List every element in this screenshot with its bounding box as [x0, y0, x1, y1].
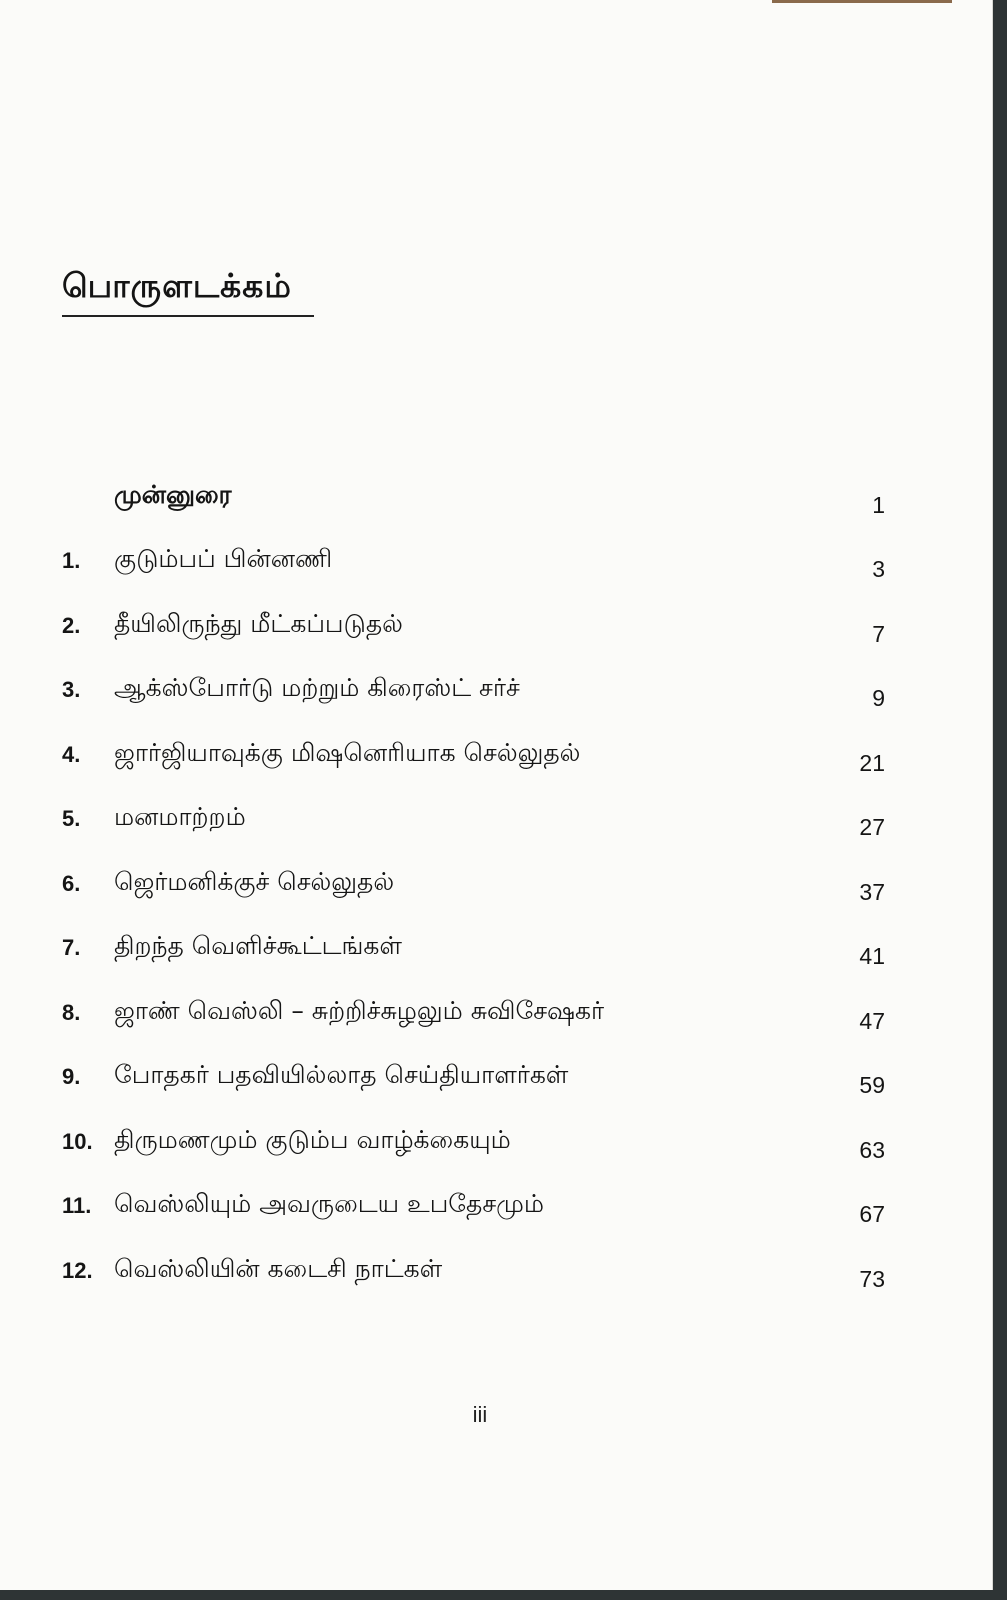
heading-underline: [62, 315, 314, 317]
toc-entry-5: [0, 800, 992, 840]
entry-number: 7.: [62, 935, 81, 960]
toc-entry-3: [0, 671, 992, 711]
entry-title: வெஸ்லியின் கடைசி நாட்கள்: [114, 1254, 443, 1283]
entry-title: தீயிலிருந்து மீட்கப்படுதல்: [114, 609, 403, 638]
entry-number: 6.: [62, 871, 81, 896]
entry-title: வெஸ்லியும் அவருடைய உபதேசமும்: [114, 1189, 545, 1218]
entry-title: குடும்பப் பின்னணி: [114, 544, 333, 573]
entry-number: 2.: [62, 613, 81, 638]
entry-number: 1.: [62, 548, 81, 573]
entry-title: ஜெர்மனிக்குச் செல்லுதல்: [114, 867, 395, 896]
entry-number: 11.: [62, 1193, 92, 1218]
entry-number: 4.: [62, 742, 81, 767]
toc-entry-2: [0, 607, 992, 647]
entry-title: ஜார்ஜியாவுக்கு மிஷனெரியாக செல்லுதல்: [114, 738, 581, 767]
entry-page-number: 27: [859, 814, 885, 840]
entry-page-number: 9: [872, 685, 885, 711]
entry-number: 8.: [62, 1000, 81, 1025]
page-folio: iii: [472, 1402, 488, 1427]
entry-page-number: 37: [859, 879, 885, 905]
toc-entry-9: [0, 1058, 992, 1098]
toc-entry-11: [0, 1187, 992, 1227]
entry-title: முன்னுரை: [114, 480, 232, 509]
toc-entry-8: [0, 994, 992, 1034]
entry-page-number: 41: [859, 943, 885, 969]
entry-page-number: 21: [859, 750, 885, 776]
entry-page-number: 63: [859, 1137, 885, 1163]
entry-title: ஆக்ஸ்போர்டு மற்றும் கிரைஸ்ட் சர்ச்: [114, 673, 520, 702]
entry-page-number: 3: [872, 556, 885, 582]
entry-title: திருமணமும் குடும்ப வாழ்க்கையும்: [114, 1125, 511, 1154]
entry-page-number: 73: [859, 1266, 885, 1292]
toc-entry-12: [0, 1252, 992, 1292]
toc-entry-preface: [0, 478, 992, 518]
entry-title: ஜாண் வெஸ்லி – சுற்றிச்சுழலும் சுவிசேஷகர்: [114, 996, 605, 1025]
entry-title: போதகர் பதவியில்லாத செய்தியாளர்கள்: [114, 1060, 569, 1089]
entry-number: 3.: [62, 677, 81, 702]
entry-page-number: 7: [872, 621, 885, 647]
entry-page-number: 47: [859, 1008, 885, 1034]
toc-entry-6: [0, 865, 992, 905]
contents-heading: பொருளடக்கம்: [62, 266, 292, 305]
toc-entry-1: [0, 542, 992, 582]
page-edge-mark: [772, 0, 952, 3]
entry-number: 5.: [62, 806, 81, 831]
entry-number: 12.: [62, 1258, 93, 1283]
toc-entry-4: [0, 736, 992, 776]
toc-entry-10: [0, 1123, 992, 1163]
entry-page-number: 67: [859, 1201, 885, 1227]
entry-page-number: 1: [872, 492, 885, 518]
toc-entry-7: [0, 929, 992, 969]
entry-page-number: 59: [859, 1072, 885, 1098]
entry-number: 10.: [62, 1129, 93, 1154]
entry-title: மனமாற்றம்: [114, 802, 246, 831]
entry-title: திறந்த வெளிச்கூட்டங்கள்: [114, 931, 402, 960]
entry-number: 9.: [62, 1064, 81, 1089]
